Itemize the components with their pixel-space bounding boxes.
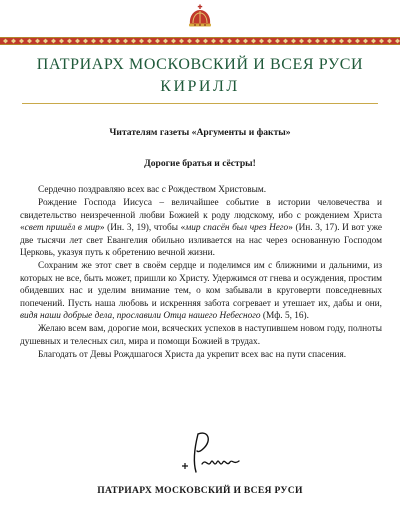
paragraph-text: Сохраним же этот свет в своём сердце и поделимся им с ближними и дальними, из которых не все, быть может, пришли ко Христу. Удержимся от гнева и осуждения, простим обидевших нас и уделим внимание тем, о ком забывали в круговерти повседневных попечений. Пусть наша любовь и искренняя забота согревает и утешает их, дабы и они, bbox=[20, 261, 382, 309]
body-paragraph bbox=[20, 323, 382, 348]
paragraph-text: » (Ин. 3, 17). И вот уже две тысячи лет свет Евангелия обильно изливается на нас через основанную Господом Церковь, указуя путь к обретению вечной жизни. bbox=[20, 223, 382, 259]
paragraph-text: Желаю всем вам, дорогие мои, всяческих успехов в наступившем новом году, полноты душевных и телесных сил, мира и помощи Божией в трудах. bbox=[20, 324, 382, 347]
greeting-line: Дорогие братья и сёстры! bbox=[144, 158, 256, 169]
addressee-line: Читателям газеты «Аргументы и факты» bbox=[109, 127, 291, 138]
patriarch-crown-icon bbox=[186, 4, 214, 28]
paragraph-text: Благодать от Девы Рождшагося Христа да укрепит всех вас на пути спасения. bbox=[38, 350, 347, 361]
body-paragraph bbox=[20, 184, 382, 196]
scripture-quote: видя наши добрые дела, прославили Отца нашего Небесного bbox=[20, 311, 261, 322]
scripture-quote: свет пришёл в мир bbox=[24, 223, 100, 234]
letterhead-rule bbox=[22, 103, 378, 104]
scripture-quote: мир спасён был чрез Него bbox=[185, 223, 289, 234]
letterhead-name: КИРИЛЛ bbox=[160, 78, 240, 95]
letter-body bbox=[20, 184, 382, 362]
paragraph-text: (Мф. 5, 16). bbox=[260, 311, 309, 322]
paragraph-text: Сердечно поздравляю всех вас с Рождеством Христовым. bbox=[38, 185, 267, 195]
body-paragraph bbox=[20, 197, 382, 259]
paragraph-text: » (Ин. 3, 19), чтобы « bbox=[99, 223, 186, 234]
body-paragraph bbox=[20, 349, 382, 361]
signature-image bbox=[176, 424, 246, 478]
ornamental-band bbox=[0, 34, 400, 48]
paragraph-text: Рождение Господа Иисуса – величайшее событие в истории человечества и свидетельство неизреченной любви Божией к роду людскому, ибо с рождением Христа « bbox=[20, 198, 382, 234]
footer-title: ПАТРИАРХ МОСКОВСКИЙ И ВСЕЯ РУСИ bbox=[97, 485, 303, 496]
body-paragraph bbox=[20, 260, 382, 322]
letterhead-title: ПАТРИАРХ МОСКОВСКИЙ И ВСЕЯ РУСИ bbox=[36, 56, 364, 73]
